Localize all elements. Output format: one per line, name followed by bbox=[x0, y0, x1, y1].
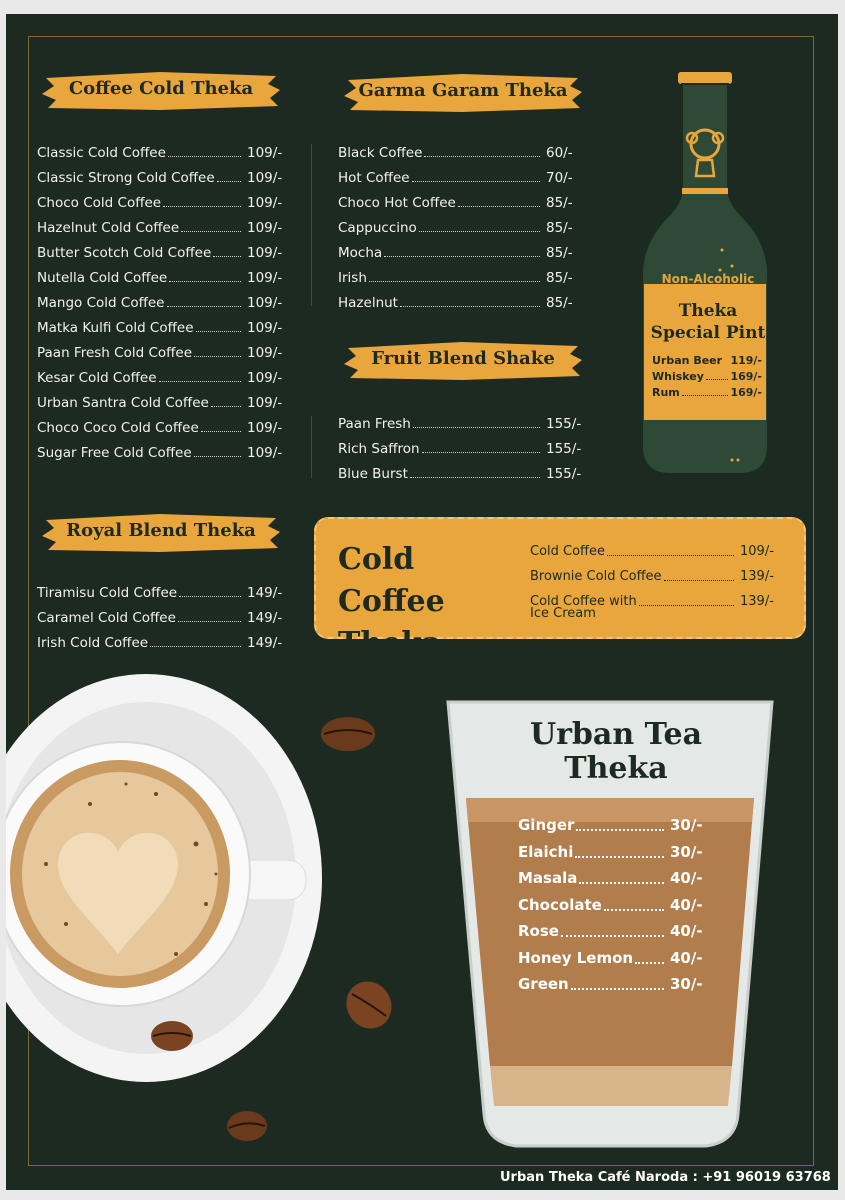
item-price: 40/- bbox=[670, 922, 703, 941]
item-price: 169/- bbox=[730, 386, 762, 399]
menu-item bbox=[518, 892, 710, 919]
item-name: Rich Saffron bbox=[338, 440, 420, 457]
item-name: Ginger bbox=[518, 816, 575, 835]
menu-item bbox=[338, 265, 586, 290]
item-price: 85/- bbox=[546, 244, 573, 261]
item-price: 109/- bbox=[247, 219, 283, 236]
menu-item bbox=[37, 165, 287, 190]
item-name: Choco Coco Cold Coffee bbox=[37, 419, 199, 436]
item-price: 139/- bbox=[740, 569, 774, 584]
item-name: Honey Lemon bbox=[518, 948, 634, 967]
section-title: Fruit Blend Shake bbox=[371, 348, 555, 369]
menu-item bbox=[37, 415, 287, 440]
item-name: Black Coffee bbox=[338, 144, 423, 161]
menu-item bbox=[338, 190, 586, 215]
menu-item bbox=[652, 370, 762, 386]
banner-coffee-cold bbox=[40, 68, 282, 114]
menu-item bbox=[37, 265, 287, 290]
menu-item bbox=[652, 386, 762, 402]
item-price: 70/- bbox=[546, 169, 573, 186]
item-name: Rose bbox=[518, 922, 559, 941]
item-price: 85/- bbox=[546, 294, 573, 311]
menu-item bbox=[530, 539, 780, 564]
menu-item bbox=[518, 839, 710, 866]
menu-item bbox=[338, 461, 586, 486]
menu-item bbox=[37, 340, 287, 365]
item-price: 30/- bbox=[670, 975, 703, 994]
tea-title-line2: Theka bbox=[564, 751, 668, 786]
item-price: 109/- bbox=[247, 294, 283, 311]
divider bbox=[311, 416, 312, 478]
footer-contact: Urban Theka Café Naroda : +91 96019 63768 bbox=[500, 1170, 831, 1185]
item-name: Brownie Cold Coffee bbox=[530, 569, 662, 584]
item-price: 169/- bbox=[730, 370, 762, 383]
promo-title-line2: Theka bbox=[338, 626, 442, 661]
item-price: 40/- bbox=[670, 869, 703, 888]
urban-tea-list bbox=[518, 812, 710, 998]
item-price: 40/- bbox=[670, 948, 703, 967]
item-price: 109/- bbox=[247, 369, 283, 386]
menu-item bbox=[518, 918, 710, 945]
menu-item bbox=[338, 140, 586, 165]
item-name: Blue Burst bbox=[338, 465, 408, 482]
pint-title-line2: Special Pint bbox=[650, 323, 766, 343]
garma-garam-list bbox=[338, 140, 586, 315]
item-name: Cappuccino bbox=[338, 219, 417, 236]
menu-item bbox=[338, 240, 586, 265]
item-name: Hazelnut bbox=[338, 294, 398, 311]
banner-garma-garam bbox=[342, 70, 584, 116]
menu-item bbox=[518, 865, 710, 892]
menu-item bbox=[37, 365, 287, 390]
menu-item bbox=[530, 564, 780, 589]
menu-item bbox=[37, 290, 287, 315]
item-price: 109/- bbox=[247, 419, 283, 436]
menu-item bbox=[338, 436, 586, 461]
menu-item bbox=[37, 140, 287, 165]
promo-list bbox=[530, 539, 780, 621]
item-name: Matka Kulfi Cold Coffee bbox=[37, 319, 194, 336]
item-price: 149/- bbox=[247, 609, 283, 626]
item-price: 85/- bbox=[546, 219, 573, 236]
item-name: Elaichi bbox=[518, 842, 574, 861]
section-title: Garma Garam Theka bbox=[358, 80, 568, 101]
royal-blend-list bbox=[37, 580, 287, 655]
coffee-bean-icon bbox=[148, 1018, 196, 1054]
section-title: Coffee Cold Theka bbox=[68, 78, 254, 99]
item-price: 109/- bbox=[247, 194, 283, 211]
item-name: Sugar Free Cold Coffee bbox=[37, 444, 192, 461]
divider bbox=[311, 144, 312, 306]
item-name: Cold Coffee with bbox=[530, 594, 637, 609]
cold-coffee-promo bbox=[314, 517, 806, 661]
item-name: Butter Scotch Cold Coffee bbox=[37, 244, 212, 261]
item-price: 30/- bbox=[670, 842, 703, 861]
item-price: 109/- bbox=[247, 244, 283, 261]
item-price: 149/- bbox=[247, 584, 283, 601]
menu-item bbox=[338, 165, 586, 190]
section-title: Royal Blend Theka bbox=[66, 520, 256, 541]
item-name: Classic Strong Cold Coffee bbox=[37, 169, 215, 186]
item-name: Mango Cold Coffee bbox=[37, 294, 165, 311]
item-price: 85/- bbox=[546, 194, 573, 211]
item-price: 109/- bbox=[247, 269, 283, 286]
item-price: 109/- bbox=[247, 444, 283, 461]
item-name: Paan Fresh Cold Coffee bbox=[37, 344, 193, 361]
item-name: Hazelnut Cold Coffee bbox=[37, 219, 180, 236]
item-price: 155/- bbox=[546, 415, 582, 432]
pint-tag: Non-Alcoholic bbox=[661, 272, 755, 286]
item-name: Chocolate bbox=[518, 895, 602, 914]
banner-royal-blend bbox=[40, 510, 282, 556]
item-name: Choco Cold Coffee bbox=[37, 194, 162, 211]
tea-title bbox=[476, 718, 756, 786]
coffee-bean-icon bbox=[342, 980, 396, 1030]
item-name: Urban Beer bbox=[652, 354, 723, 367]
item-name: Choco Hot Coffee bbox=[338, 194, 456, 211]
item-price: 139/- bbox=[740, 594, 774, 609]
menu-item bbox=[338, 215, 586, 240]
coffee-bean-icon bbox=[224, 1108, 270, 1144]
menu-item bbox=[37, 580, 287, 605]
menu-item bbox=[338, 411, 586, 436]
coffee-cold-list bbox=[37, 140, 287, 465]
item-name: Rum bbox=[652, 386, 680, 399]
item-price: 60/- bbox=[546, 144, 573, 161]
menu-item bbox=[338, 290, 586, 315]
item-name: Irish bbox=[338, 269, 367, 286]
item-price: 85/- bbox=[546, 269, 573, 286]
menu-item bbox=[37, 630, 287, 655]
item-name: Hot Coffee bbox=[338, 169, 410, 186]
item-price: 109/- bbox=[247, 394, 283, 411]
pint-title bbox=[644, 300, 772, 344]
item-price: 109/- bbox=[247, 144, 283, 161]
fruit-blend-list bbox=[338, 411, 586, 486]
item-name: Nutella Cold Coffee bbox=[37, 269, 168, 286]
menu-item bbox=[37, 240, 287, 265]
item-name: Caramel Cold Coffee bbox=[37, 609, 176, 626]
item-price: 109/- bbox=[740, 544, 774, 559]
item-name: Classic Cold Coffee bbox=[37, 144, 166, 161]
item-price: 109/- bbox=[247, 344, 283, 361]
promo-title bbox=[338, 539, 518, 665]
item-name: Kesar Cold Coffee bbox=[37, 369, 157, 386]
menu-item bbox=[37, 190, 287, 215]
menu-page bbox=[6, 14, 838, 1190]
pint-title-line1: Theka bbox=[678, 301, 738, 321]
item-price: 119/- bbox=[730, 354, 762, 367]
item-name: Paan Fresh bbox=[338, 415, 411, 432]
item-price: 109/- bbox=[247, 319, 283, 336]
item-price: 155/- bbox=[546, 465, 582, 482]
item-price: 109/- bbox=[247, 169, 283, 186]
menu-item bbox=[652, 354, 762, 370]
menu-item bbox=[518, 812, 710, 839]
item-name: Irish Cold Coffee bbox=[37, 634, 149, 651]
menu-item bbox=[37, 605, 287, 630]
item-name: Green bbox=[518, 975, 569, 994]
item-name-line2: Ice Cream bbox=[530, 606, 596, 621]
item-name: Whiskey bbox=[652, 370, 704, 383]
menu-item bbox=[37, 315, 287, 340]
menu-item bbox=[37, 440, 287, 465]
banner-fruit-blend bbox=[342, 338, 584, 384]
item-name: Urban Santra Cold Coffee bbox=[37, 394, 209, 411]
menu-item bbox=[37, 390, 287, 415]
promo-title-line1: Cold Coffee bbox=[338, 542, 445, 619]
pint-list bbox=[652, 354, 762, 402]
item-price: 30/- bbox=[670, 816, 703, 835]
item-name: Mocha bbox=[338, 244, 383, 261]
item-price: 155/- bbox=[546, 440, 582, 457]
item-price: 40/- bbox=[670, 895, 703, 914]
item-name: Masala bbox=[518, 869, 578, 888]
item-price: 149/- bbox=[247, 634, 283, 651]
menu-item bbox=[37, 215, 287, 240]
item-name: Cold Coffee bbox=[530, 544, 606, 559]
menu-item bbox=[518, 945, 710, 972]
menu-item bbox=[518, 971, 710, 998]
tea-title-line1: Urban Tea bbox=[529, 717, 703, 752]
item-name: Tiramisu Cold Coffee bbox=[37, 584, 178, 601]
coffee-bean-icon bbox=[318, 714, 378, 754]
